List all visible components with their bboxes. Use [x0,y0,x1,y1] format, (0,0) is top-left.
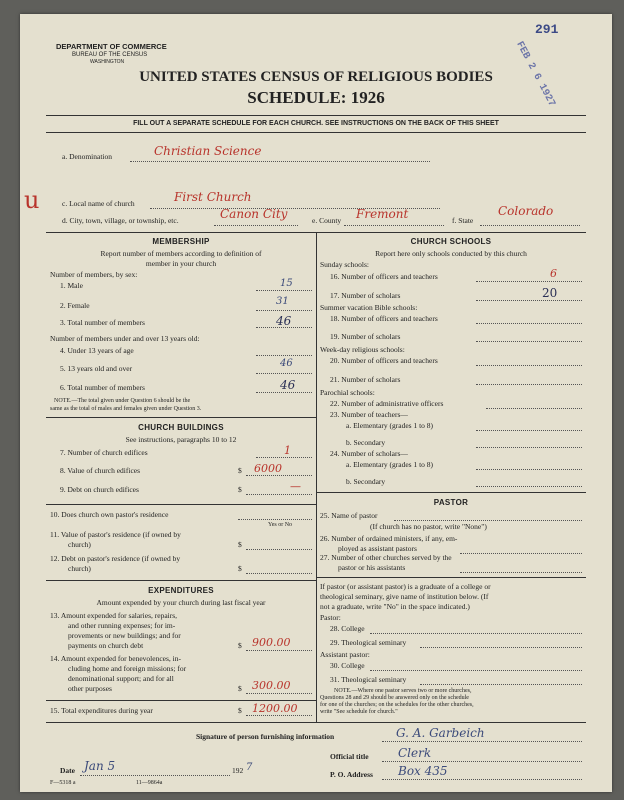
date-value: Jan 5 [84,759,116,773]
q3-label: 3. Total number of members [60,318,145,327]
q10-label: 10. Does church own pastor's residence [50,510,169,519]
weekday-schools-label: Week-day religious schools: [320,345,405,354]
q26-label-2: ployed as assistant pastors [338,544,417,553]
q20-label: 20. Number of officers and teachers [330,356,438,365]
q29-label: 29. Theological seminary [330,638,407,647]
q30-label: 30. College [330,661,365,670]
address-label: P. O. Address [330,770,373,779]
graduate-note-2: theological seminary, give name of institution below. (If [320,592,489,601]
q14-dollar: $ [238,684,242,693]
parochial-schools-label: Parochial schools: [320,388,375,397]
q14-label: 14. Amount expended for benevolences, in- [50,654,182,663]
membership-intro: Report number of members according to definition of [100,249,262,258]
sunday-schools-label: Sunday schools: [320,260,369,269]
schools-title: CHURCH SCHOOLS [410,237,492,246]
q13-label-4: payments on church debt [68,641,144,650]
q31-label: 31. Theological seminary [330,675,407,684]
year-prefix: 192 [232,766,244,775]
schedule-number: 291 [535,22,559,37]
county-value: Fremont [356,207,409,221]
q13-dollar: $ [238,641,242,650]
q17-label: 17. Number of scholars [330,291,401,300]
q11-label-2: church) [68,540,91,549]
pastor-label: Pastor: [320,613,341,622]
q9-value: — [290,480,301,493]
membership-intro-2: member in your church [145,259,217,268]
q18-label: 18. Number of officers and teachers [330,314,438,323]
q13-value: 900.00 [252,636,291,649]
membership-note-1: NOTE.—The total given under Question 6 should be the [54,398,191,404]
q7-value: 1 [284,444,291,457]
form-title: UNITED STATES CENSUS OF RELIGIOUS BODIES [139,69,493,85]
q11-dollar: $ [238,540,242,549]
q13-label-2: and other running expenses; for im- [68,621,176,630]
q6-value: 46 [280,378,296,392]
buildings-sub: See instructions, paragraphs 10 to 12 [125,435,237,444]
q13-label: 13. Amount expended for salaries, repairs, [50,611,178,620]
graduate-note-3: not a graduate, write "No" in the space indicated.) [320,602,470,611]
q14-label-4: other purposes [68,684,112,693]
city-label: WASHINGTON [90,59,125,65]
department-label: DEPARTMENT OF COMMERCE [56,42,167,51]
q23b-label: b. Secondary [346,438,386,447]
bureau-label: BUREAU OF THE CENSUS [72,52,148,58]
q11-label: 11. Value of pastor's residence (if owned by [50,530,181,539]
expenditures-title: EXPENDITURES [148,586,214,595]
church-name-value: First Church [174,190,252,204]
q9-label: 9. Debt on church edifices [60,485,139,494]
assistant-pastor-label: Assistant pastor: [320,650,370,659]
q19-label: 19. Number of scholars [330,332,401,341]
q8-value: 6000 [254,462,282,475]
q8-dollar: $ [238,466,242,475]
q14-label-2: cluding home and foreign missions; for [68,664,187,673]
pastor-note-4: write "See schedule for church." [320,709,398,715]
official-title-value: Clerk [398,746,432,760]
form-number: F—5318 a [50,780,76,786]
q7-label: 7. Number of church edifices [60,448,148,457]
q23a-label: a. Elementary (grades 1 to 8) [346,421,434,430]
yes-no-label: Yes or No [268,522,293,528]
pastor-note-3: for one of the churches; on the schedules for the other churches, [320,702,474,708]
q3-value: 46 [276,314,292,328]
county-label: e. County [312,216,342,225]
margin-mark: u [24,186,40,214]
q2-value: 31 [276,296,289,307]
q5-value: 46 [280,358,293,369]
buildings-title: CHURCH BUILDINGS [138,423,224,432]
q6-label: 6. Total number of members [60,383,145,392]
q12-label-2: church) [68,564,91,573]
official-title-label: Official title [330,752,369,761]
q8-label: 8. Value of church edifices [60,466,141,475]
date-label: Date [60,766,75,775]
pastor-note-1: NOTE.—Where one pastor serves two or more churches, [334,688,472,694]
expenditures-sub: Amount expended by your church during last fiscal year [96,598,266,607]
q27-label: 27. Number of other churches served by the [320,553,452,562]
schools-intro: Report here only schools conducted by this church [375,249,527,258]
q14-value: 300.00 [252,679,291,692]
signature-label: Signature of person furnishing information [196,732,335,741]
q24a-label: a. Elementary (grades 1 to 8) [346,460,434,469]
signature-value: G. A. Garbeich [396,726,485,740]
q13-label-3: provements or new buildings; and for [68,631,181,640]
q15-value: 1200.00 [252,702,298,715]
state-label: f. State [452,216,474,225]
received-date-stamp: FEB 2 6 1927 [513,40,557,109]
members-by-age-label: Number of members under and over 13 years old: [50,334,200,343]
q14-label-3: denominational support; and for all [68,674,174,683]
q12-label: 12. Debt on pastor's residence (if owned by [50,554,181,563]
denomination-value: Christian Science [154,144,262,158]
q28-label: 28. College [330,624,365,633]
q12-dollar: $ [238,564,242,573]
instruction-banner: FILL OUT A SEPARATE SCHEDULE FOR EACH CHURCH. SEE INSTRUCTIONS ON THE BACK OF THIS SHEET [133,120,499,127]
summer-schools-label: Summer vacation Bible schools: [320,303,418,312]
q21-label: 21. Number of scholars [330,375,401,384]
q16-label: 16. Number of officers and teachers [330,272,438,281]
q1-label: 1. Male [60,281,83,290]
pastor-title: PASTOR [433,498,469,507]
graduate-note-1: If pastor (or assistant pastor) is a graduate of a college or [320,582,491,591]
schedule-title: SCHEDULE: 1926 [247,88,385,107]
q24-label: 24. Number of scholars— [330,449,408,458]
city-label-d: d. City, town, village, or township, etc. [62,216,179,225]
q4-label: 4. Under 13 years of age [60,346,134,355]
q2-label: 2. Female [60,301,90,310]
q24b-label: b. Secondary [346,477,386,486]
q17-value: 20 [542,286,558,300]
year-value: 7 [246,762,253,773]
q15-label: 15. Total expenditures during year [50,706,153,715]
q26-label: 26. Number of ordained ministers, if any, em- [320,534,458,543]
q5-label: 5. 13 years old and over [60,364,133,373]
q25-note: (If church has no pastor, write "None") [370,522,487,531]
census-schedule-sheet [20,14,612,792]
membership-note-2: same as the total of males and females given under Question 3. [50,406,202,412]
q22-label: 22. Number of administrative officers [330,399,444,408]
q15-dollar: $ [238,706,242,715]
address-value: Box 435 [398,764,448,778]
pastor-note-2: Questions 28 and 29 should be answered only on the schedule [320,695,469,701]
form-number-2: 11—9864a [136,780,163,786]
q25-label: 25. Name of pastor [320,511,378,520]
members-by-sex-label: Number of members, by sex: [50,270,138,279]
q27-label-2: pastor or his assistants [338,563,406,572]
q9-dollar: $ [238,485,242,494]
state-value: Colorado [498,204,554,218]
q16-value: 6 [550,267,557,280]
church-name-label: c. Local name of church [62,199,135,208]
denomination-label: a. Denomination [62,152,112,161]
city-value: Canon City [220,207,288,221]
q1-value: 15 [280,278,293,289]
membership-title: MEMBERSHIP [152,237,210,246]
q23-label: 23. Number of teachers— [330,410,408,419]
